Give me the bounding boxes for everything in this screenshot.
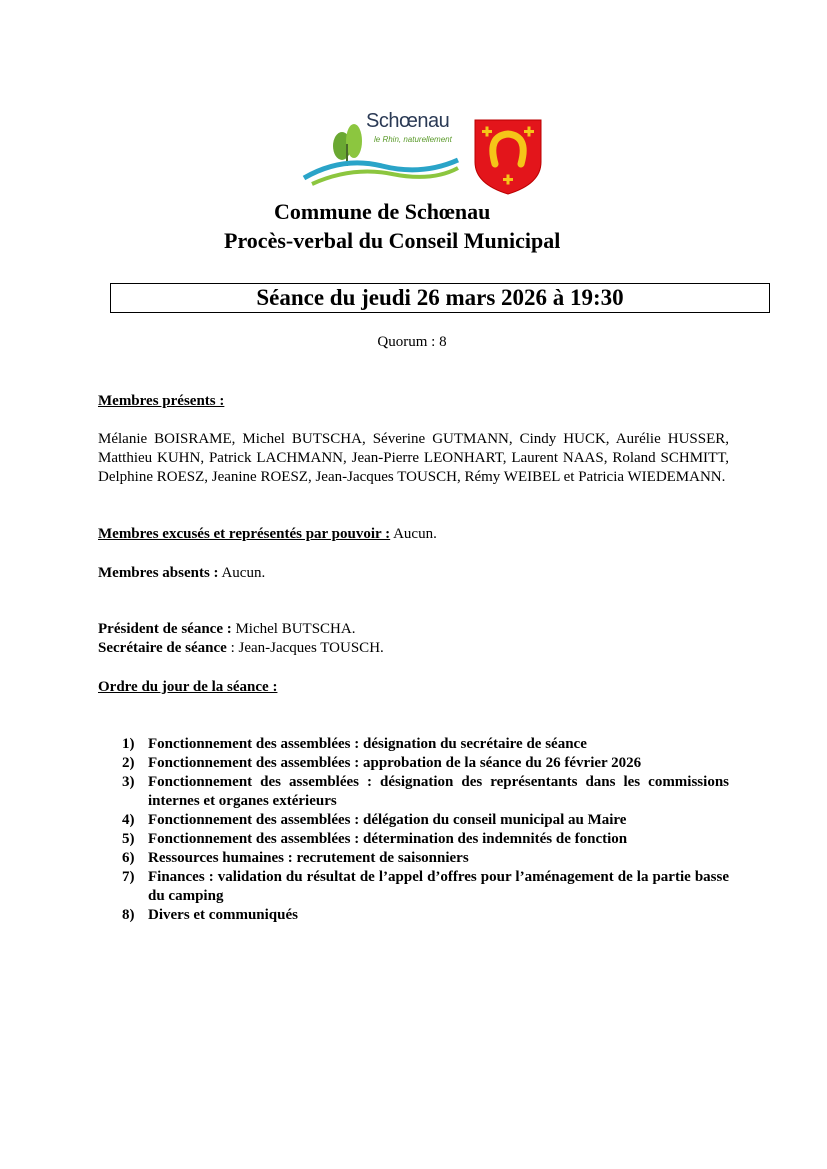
- secretary-label: Secrétaire de séance: [98, 640, 227, 656]
- members-absent: [98, 564, 729, 583]
- commune-logo: [302, 108, 460, 186]
- members-present-label: Membres présents :: [98, 393, 225, 409]
- logo-name: Schœnau: [366, 110, 450, 132]
- members-absent-value: Aucun.: [218, 565, 266, 581]
- agenda-item: 4) Fonctionnement des assemblées : délégation du conseil municipal au Maire: [122, 812, 627, 828]
- agenda-item: 1) Fonctionnement des assemblées : désignation du secrétaire de séance: [122, 736, 587, 752]
- commune-title: Commune de Schœnau: [274, 199, 491, 224]
- agenda-list: [122, 735, 729, 925]
- agenda-label: Ordre du jour de la séance :: [98, 679, 278, 695]
- document-title: Procès-verbal du Conseil Municipal: [224, 228, 561, 253]
- coat-of-arms-icon: [473, 118, 543, 195]
- session-banner: Séance du jeudi 26 mars 2026 à 19:30: [110, 283, 770, 313]
- agenda-item: 2) Fonctionnement des assemblées : approbation de la séance du 26 février 2026: [122, 755, 642, 771]
- secretary: [98, 639, 729, 658]
- members-excused-value: Aucun.: [390, 526, 437, 542]
- members-excused-label: Membres excusés et représentés par pouvoir :: [98, 526, 391, 542]
- secretary-value: : Jean-Jacques TOUSCH.: [226, 640, 384, 656]
- quorum-text: Quorum : 8: [377, 334, 447, 350]
- members-absent-label: Membres absents :: [98, 565, 219, 581]
- president-label: Président de séance :: [98, 621, 232, 637]
- agenda-item: 8) Divers et communiqués: [122, 907, 298, 923]
- members-excused: [98, 525, 729, 544]
- members-present-list: Mélanie BOISRAME, Michel BUTSCHA, Séverine GUTMANN, Cindy HUCK, Aurélie HUSSER, Matthieu KUHN, Patrick LACHMANN, Jean-Pierre LEONHART, Laurent NAAS, Roland SCHMITT, Delphine ROESZ, Jeanine ROESZ, Jean-Jacques TOUSCH, Rémy WEIBEL et Patricia WIEDEMANN.: [98, 431, 729, 485]
- quorum: [0, 334, 827, 351]
- president: [98, 620, 729, 639]
- president-value: Michel BUTSCHA.: [231, 621, 356, 637]
- agenda-item: 7) Finances : validation du résultat de l’appel d’offres pour l’aménagement de la partie basse du camping: [122, 869, 729, 904]
- logo-tagline: le Rhin, naturellement: [374, 135, 452, 144]
- members-present-heading: [98, 392, 729, 411]
- agenda-item: 3) Fonctionnement des assemblées : désignation des représentants dans les commissions internes et organes extérieurs: [122, 774, 729, 809]
- agenda-item: 6) Ressources humaines : recrutement de saisonniers: [122, 850, 469, 866]
- agenda-heading: [98, 678, 729, 697]
- agenda-item: 5) Fonctionnement des assemblées : détermination des indemnités de fonction: [122, 831, 628, 847]
